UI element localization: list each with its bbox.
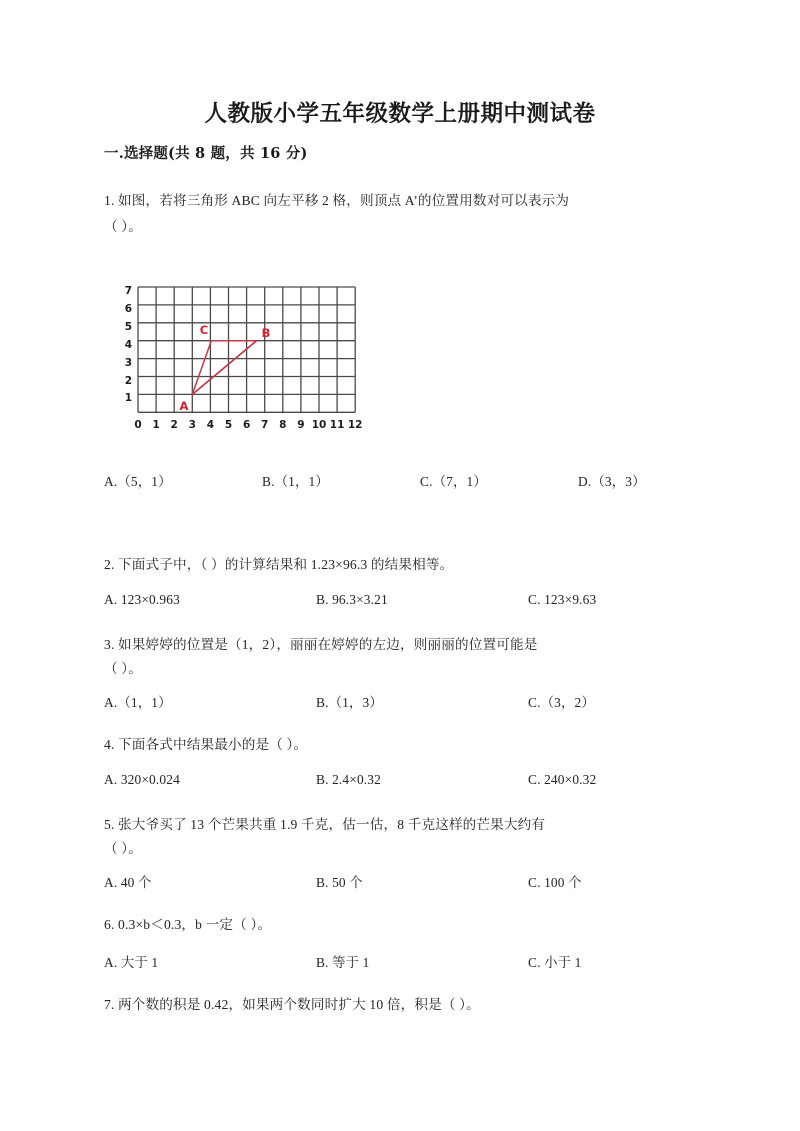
figure-coordinate-grid <box>116 283 362 443</box>
x-tick-9: 9 <box>297 419 305 431</box>
vertex-label-a: A <box>179 399 189 413</box>
question-2-option-b[interactable]: B. 96.3×3.21 <box>316 592 388 607</box>
y-tick-7: 7 <box>124 285 132 297</box>
x-tick-8: 8 <box>279 419 287 431</box>
question-5-option-c[interactable]: C. 100 个 <box>528 875 582 890</box>
question-1-option-c[interactable]: C.（7，1） <box>420 474 487 489</box>
x-tick-2: 2 <box>170 419 178 431</box>
y-tick-2: 2 <box>124 374 132 387</box>
question-2-stem: 2. 下面式子中，（ ）的计算结果和 1.23×96.3 的结果相等。 <box>104 557 454 572</box>
y-tick-3: 3 <box>124 356 132 369</box>
question-5-option-b[interactable]: B. 50 个 <box>316 875 363 890</box>
question-6-option-c[interactable]: C. 小于 1 <box>528 955 582 970</box>
question-5-option-a[interactable]: A. 40 个 <box>104 875 152 890</box>
question-6-option-b[interactable]: B. 等于 1 <box>316 955 370 970</box>
x-tick-12: 12 <box>347 419 363 431</box>
x-tick-11: 11 <box>329 419 345 431</box>
question-4-stem: 4. 下面各式中结果最小的是（ ）。 <box>104 737 308 752</box>
y-tick-5: 5 <box>124 320 132 333</box>
question-2-option-c[interactable]: C. 123×9.63 <box>528 592 597 607</box>
question-3-stem-line1: 3. 如果婷婷的位置是（1，2），丽丽在婷婷的左边，则丽丽的位置可能是 <box>104 637 538 652</box>
x-tick-5: 5 <box>224 419 233 431</box>
question-5 <box>104 812 724 860</box>
question-3-stem-line2: （ ）。 <box>104 661 142 676</box>
x-tick-3: 3 <box>188 419 196 431</box>
question-2 <box>104 552 724 578</box>
vertex-label-b: B <box>261 326 271 340</box>
question-1-stem-line2: （ ）。 <box>104 219 142 234</box>
question-3 <box>104 632 724 680</box>
question-1-stem <box>104 188 724 240</box>
y-tick-1: 1 <box>124 392 132 405</box>
question-5-options <box>104 872 734 891</box>
question-7 <box>104 992 724 1018</box>
y-tick-4: 4 <box>124 338 132 351</box>
question-5-stem-line1: 5. 张大爷买了 13 个芒果共重 1.9 千克，估一估，8 千克这样的芒果大约有 <box>104 817 546 832</box>
question-3-option-b[interactable]: B.（1，3） <box>316 695 383 710</box>
question-1-option-b[interactable]: B.（1，1） <box>262 474 329 489</box>
question-4-option-b[interactable]: B. 2.4×0.32 <box>316 772 382 787</box>
question-4-option-a[interactable]: A. 320×0.024 <box>104 772 180 787</box>
question-1 <box>104 188 724 240</box>
x-tick-0: 0 <box>134 419 142 431</box>
question-5-stem-line2: （ ）。 <box>104 841 142 856</box>
question-5-stem <box>104 812 724 860</box>
question-2-option-a[interactable]: A. 123×0.963 <box>104 592 180 607</box>
question-1-options <box>104 471 734 490</box>
question-6 <box>104 912 724 938</box>
grid-svg <box>116 283 346 418</box>
question-4-option-c[interactable]: C. 240×0.32 <box>528 772 597 787</box>
x-tick-6: 6 <box>242 419 251 431</box>
question-1-option-d[interactable]: D.（3，3） <box>578 474 646 489</box>
question-3-option-c[interactable]: C.（3，2） <box>528 695 595 710</box>
vertex-label-c: C <box>199 323 209 337</box>
question-4 <box>104 732 724 758</box>
question-7-stem: 7. 两个数的积是 0.42，如果两个数同时扩大 10 倍，积是（ ）。 <box>104 997 480 1012</box>
question-6-stem: 6. 0.3×b＜0.3，b 一定（ ）。 <box>104 917 272 932</box>
y-tick-6: 6 <box>124 302 132 315</box>
page-title: 人教版小学五年级数学上册期中测试卷 <box>204 101 596 127</box>
question-6-options <box>104 952 734 971</box>
question-6-option-a[interactable]: A. 大于 1 <box>104 955 159 970</box>
x-tick-7: 7 <box>261 419 269 431</box>
x-tick-1: 1 <box>152 419 160 431</box>
section-header: 一.选择题(共 8 题，共 16 分) <box>104 145 308 162</box>
question-3-options <box>104 692 734 711</box>
x-tick-4: 4 <box>206 419 215 431</box>
question-1-stem-line1: 1. 如图，若将三角形 ABC 向左平移 2 格，则顶点 A’的位置用数对可以表示为 <box>104 193 570 208</box>
question-1-option-a[interactable]: A.（5，1） <box>104 474 172 489</box>
x-tick-10: 10 <box>311 419 327 431</box>
question-4-options <box>104 772 734 788</box>
question-3-option-a[interactable]: A.（1，1） <box>104 695 172 710</box>
question-2-options <box>104 592 734 608</box>
question-3-stem <box>104 632 724 680</box>
